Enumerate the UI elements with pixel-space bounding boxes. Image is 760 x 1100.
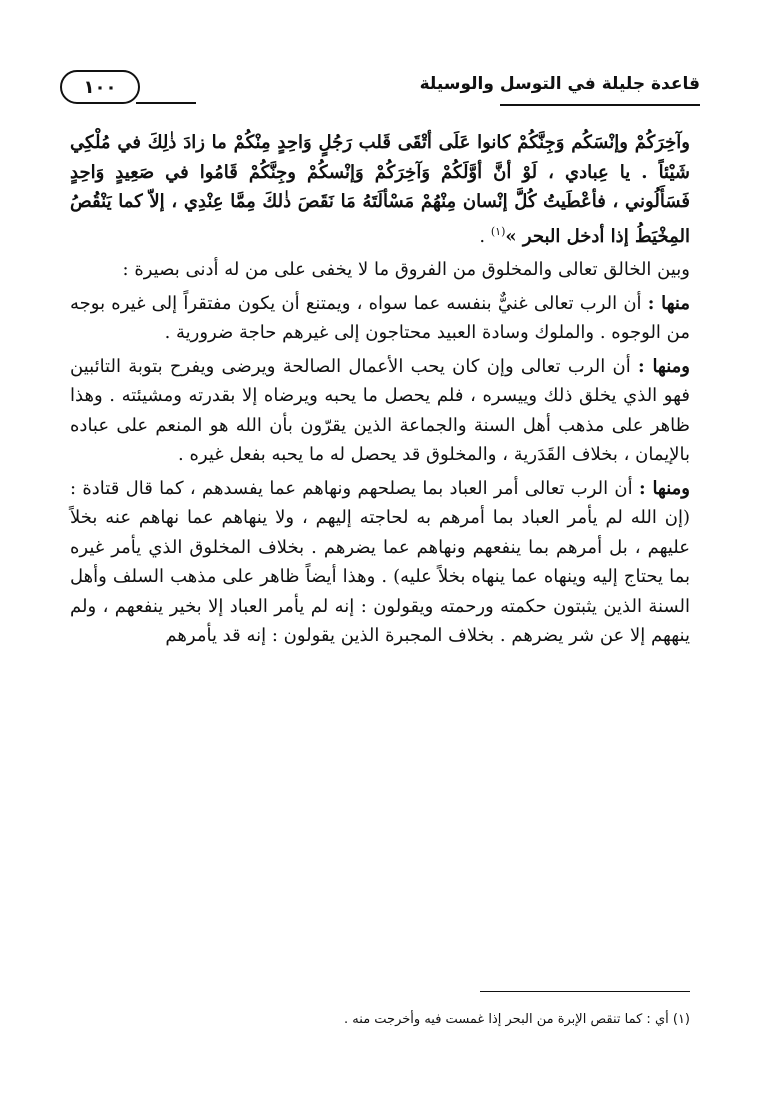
- running-title: قاعدة جليلة في التوسل والوسيلة: [419, 74, 700, 94]
- page-header: [60, 68, 700, 128]
- page-number: ١٠٠: [83, 76, 117, 98]
- hadith-paragraph: وآخِرَكُمْ وإنْسَكُم وَجِنَّكُمْ كانوا عَلَى أتْقَى قَلب رَجُلٍ وَاحِدٍ مِنْكُمْ ما زادَ ذٰلِكَ في مُلْكِي شَيْئاً . يا عِبادي ، لَوْ أنَّ أوَّلَكُمْ وَآخِرَكُمْ وَإنْسكُمْ وجِنَّكُمْ قَامُوا في صَعِيدٍ وَاحِدٍ فَسَأَلُوني ، فأعْطَيتُ كُلَّ إنْسان مِنْهُمْ مَسْألَتَهُ مَا نَقَصَ ذٰلكَ مِمَّا عِنْدِي ، إلاّ كما يَنْقُصُ المِخْيَطُ إذا أدخل البحر »$^{(١)}$ .: [70, 132, 690, 247]
- page-number-tail-rule: [136, 102, 196, 104]
- hadith-text: وآخِرَكُمْ وإنْسَكُم وَجِنَّكُمْ كانوا عَلَى أتْقَى قَلب رَجُلٍ وَاحِدٍ مِنْكُمْ ما زادَ ذٰلِكَ في مُلْكِي شَيْئاً . يا عِبادي ، لَوْ أنَّ أوَّلَكُمْ وَآخِرَكُمْ وَإنْسكُمْ وجِنَّكُمْ قَامُوا في صَعِيدٍ وَاحِدٍ فَسَأَلُوني ، فأعْطَيتُ كُلَّ إنْسان مِنْهُمْ مَسْألَتَهُ مَا نَقَصَ ذٰلكَ مِمَّا عِنْدِي ، إلاّ كما يَنْقُصُ المِخْيَطُ إذا أدخل البحر »: [70, 132, 690, 247]
- footnote-ref: (١): [490, 224, 506, 238]
- page-number-frame: [60, 70, 140, 104]
- paragraph-lead: ومنها :: [638, 477, 690, 499]
- paragraph-lead: منها :: [647, 292, 690, 314]
- paragraph-text: أن الرب تعالى غنيٌّ بنفسه عما سواه ، ويمتنع أن يكون مفتقراً إلى غيره بوجه من الوجوه . والملوك وسادة العبيد محتاجون إلى غيرهم حاجة ضرورية .: [70, 292, 690, 343]
- paragraph-lead: ومنها :: [637, 355, 690, 377]
- footnote: (١) أي : كما تنقص الإبرة من البحر إذا غمست فيه وأخرجت منه .: [344, 1012, 690, 1027]
- paragraph-text: أن الرب تعالى أمر العباد بما يصلحهم ونهاهم عما يفسدهم ، كما قال قتادة : (إن الله لم يأمر العباد بما أمرهم به لحاجته إليهم ، ولا ينهاهم عما نهاهم عنه بخلاً عليهم ، بل أمرهم بما ينفعهم ونهاهم عما يضرهم . بخلاف المخلوق الذي يأمر غيره بما يحتاج إليه وينهاه عما ينهاه بخلاً عليه) . وهذا أيضاً ظاهر على مذهب السلف وأهل السنة الذين يثبتون حكمته ورحمته ويقولون : إنه لم يأمر العباد إلا بخير ينفعهم ، ولم ينههم إلا عن شر يضرهم . بخلاف المجبرة الذين يقولون : إنه قد يأمرهم: [70, 477, 690, 646]
- paragraph-third-difference: [70, 474, 690, 651]
- page-body: [70, 128, 690, 655]
- paragraph-first-difference: [70, 289, 690, 348]
- footnote-rule: [480, 991, 690, 992]
- paragraph-second-difference: [70, 352, 690, 470]
- paragraph-text: أن الرب تعالى وإن كان يحب الأعمال الصالحة ويرضى ويفرح بتوبة التائبين فهو الذي يخلق ذلك وييسره ، فلم يحصل ما يحبه ويرضاه إلا بقدرته ومشيئته . وهذا ظاهر على مذهب أهل السنة والجماعة الذين يقرّون بأن الله هو المنعم على عباده بالإيمان ، بخلاف القَدَرية ، والمخلوق قد يحصل له ما يحبه بفعل غيره .: [70, 355, 690, 465]
- header-rule: [500, 104, 700, 106]
- paragraph-differences: وبين الخالق تعالى والمخلوق من الفروق ما لا يخفى على من له أدنى بصيرة :: [122, 259, 690, 280]
